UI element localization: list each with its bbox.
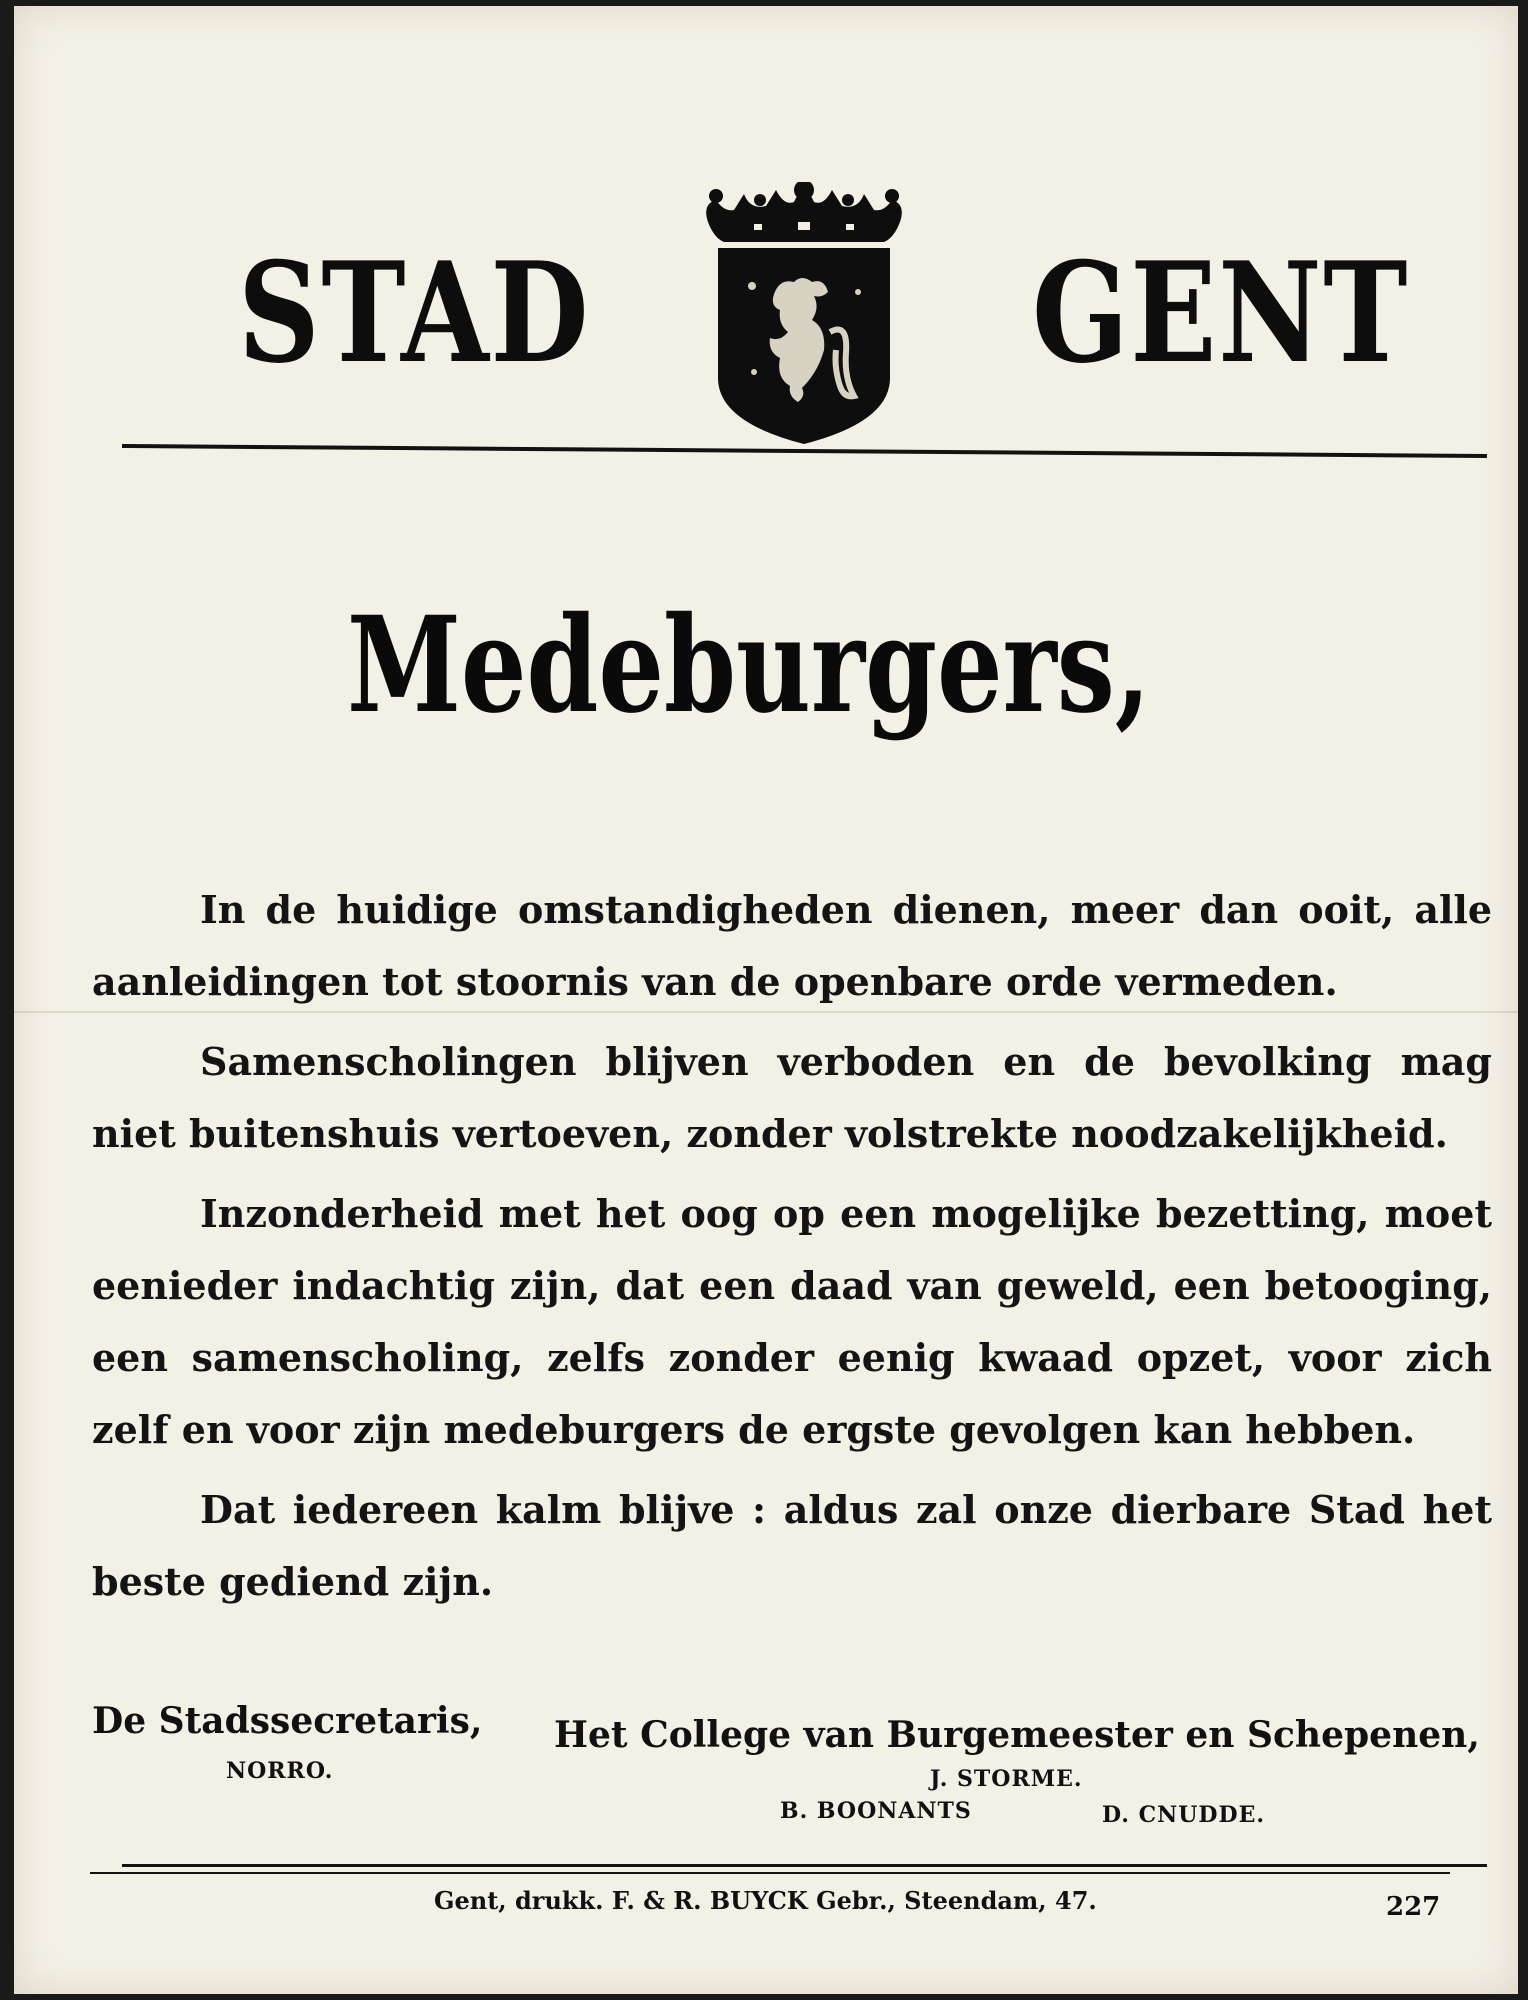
footer-rule-thin [90, 1872, 1450, 1874]
printer-imprint: Gent, drukk. F. & R. BUYCK Gebr., Steendam, 47. [434, 1886, 1097, 1915]
signature-name: D. CNUDDE. [1102, 1802, 1266, 1828]
header-stad: STAD [238, 231, 591, 394]
paragraph: Samenscholingen blijven verboden en de bevolking mag niet buitenshuis vertoeven, zonder volstrekte noodzakelijkheid. [92, 1039, 1492, 1156]
signature-name: J. STORME. [930, 1766, 1083, 1792]
signature-left-title: De Stadssecretaris, [92, 1700, 483, 1742]
signature-left-name: NORRO. [226, 1758, 334, 1784]
poster [14, 6, 1518, 1994]
paragraph: In de huidige omstandigheden dienen, meer dan ooit, alle aanleidingen tot stoornis van de openbare orde vermeden. [92, 887, 1492, 1004]
paragraph: Inzonderheid met het oog op een mogelijke bezetting, moet eenieder indachtig zijn, dat een daad van geweld, een betooging, een samenscholing, zelfs zonder eenig kwaad opzet, voor zich zelf en voor zijn medeburgers de ergste gevolgen kan hebben. [92, 1191, 1492, 1452]
poster-number: 227 [1386, 1892, 1441, 1922]
signature-right-title: Het College van Burgemeester en Schepenen, [554, 1714, 1480, 1756]
footer-rule [122, 1864, 1487, 1867]
signature-name: B. BOONANTS [780, 1798, 972, 1824]
header-gent: GENT [1032, 231, 1410, 394]
city-coat-of-arms-icon [694, 182, 914, 444]
header-rule [122, 444, 1487, 458]
paragraph: Dat iedereen kalm blijve : aldus zal onze dierbare Stad het beste gediend zijn. [92, 1487, 1492, 1604]
poster-title: Medeburgers, [347, 588, 1151, 743]
proclamation-body [92, 874, 1492, 1626]
